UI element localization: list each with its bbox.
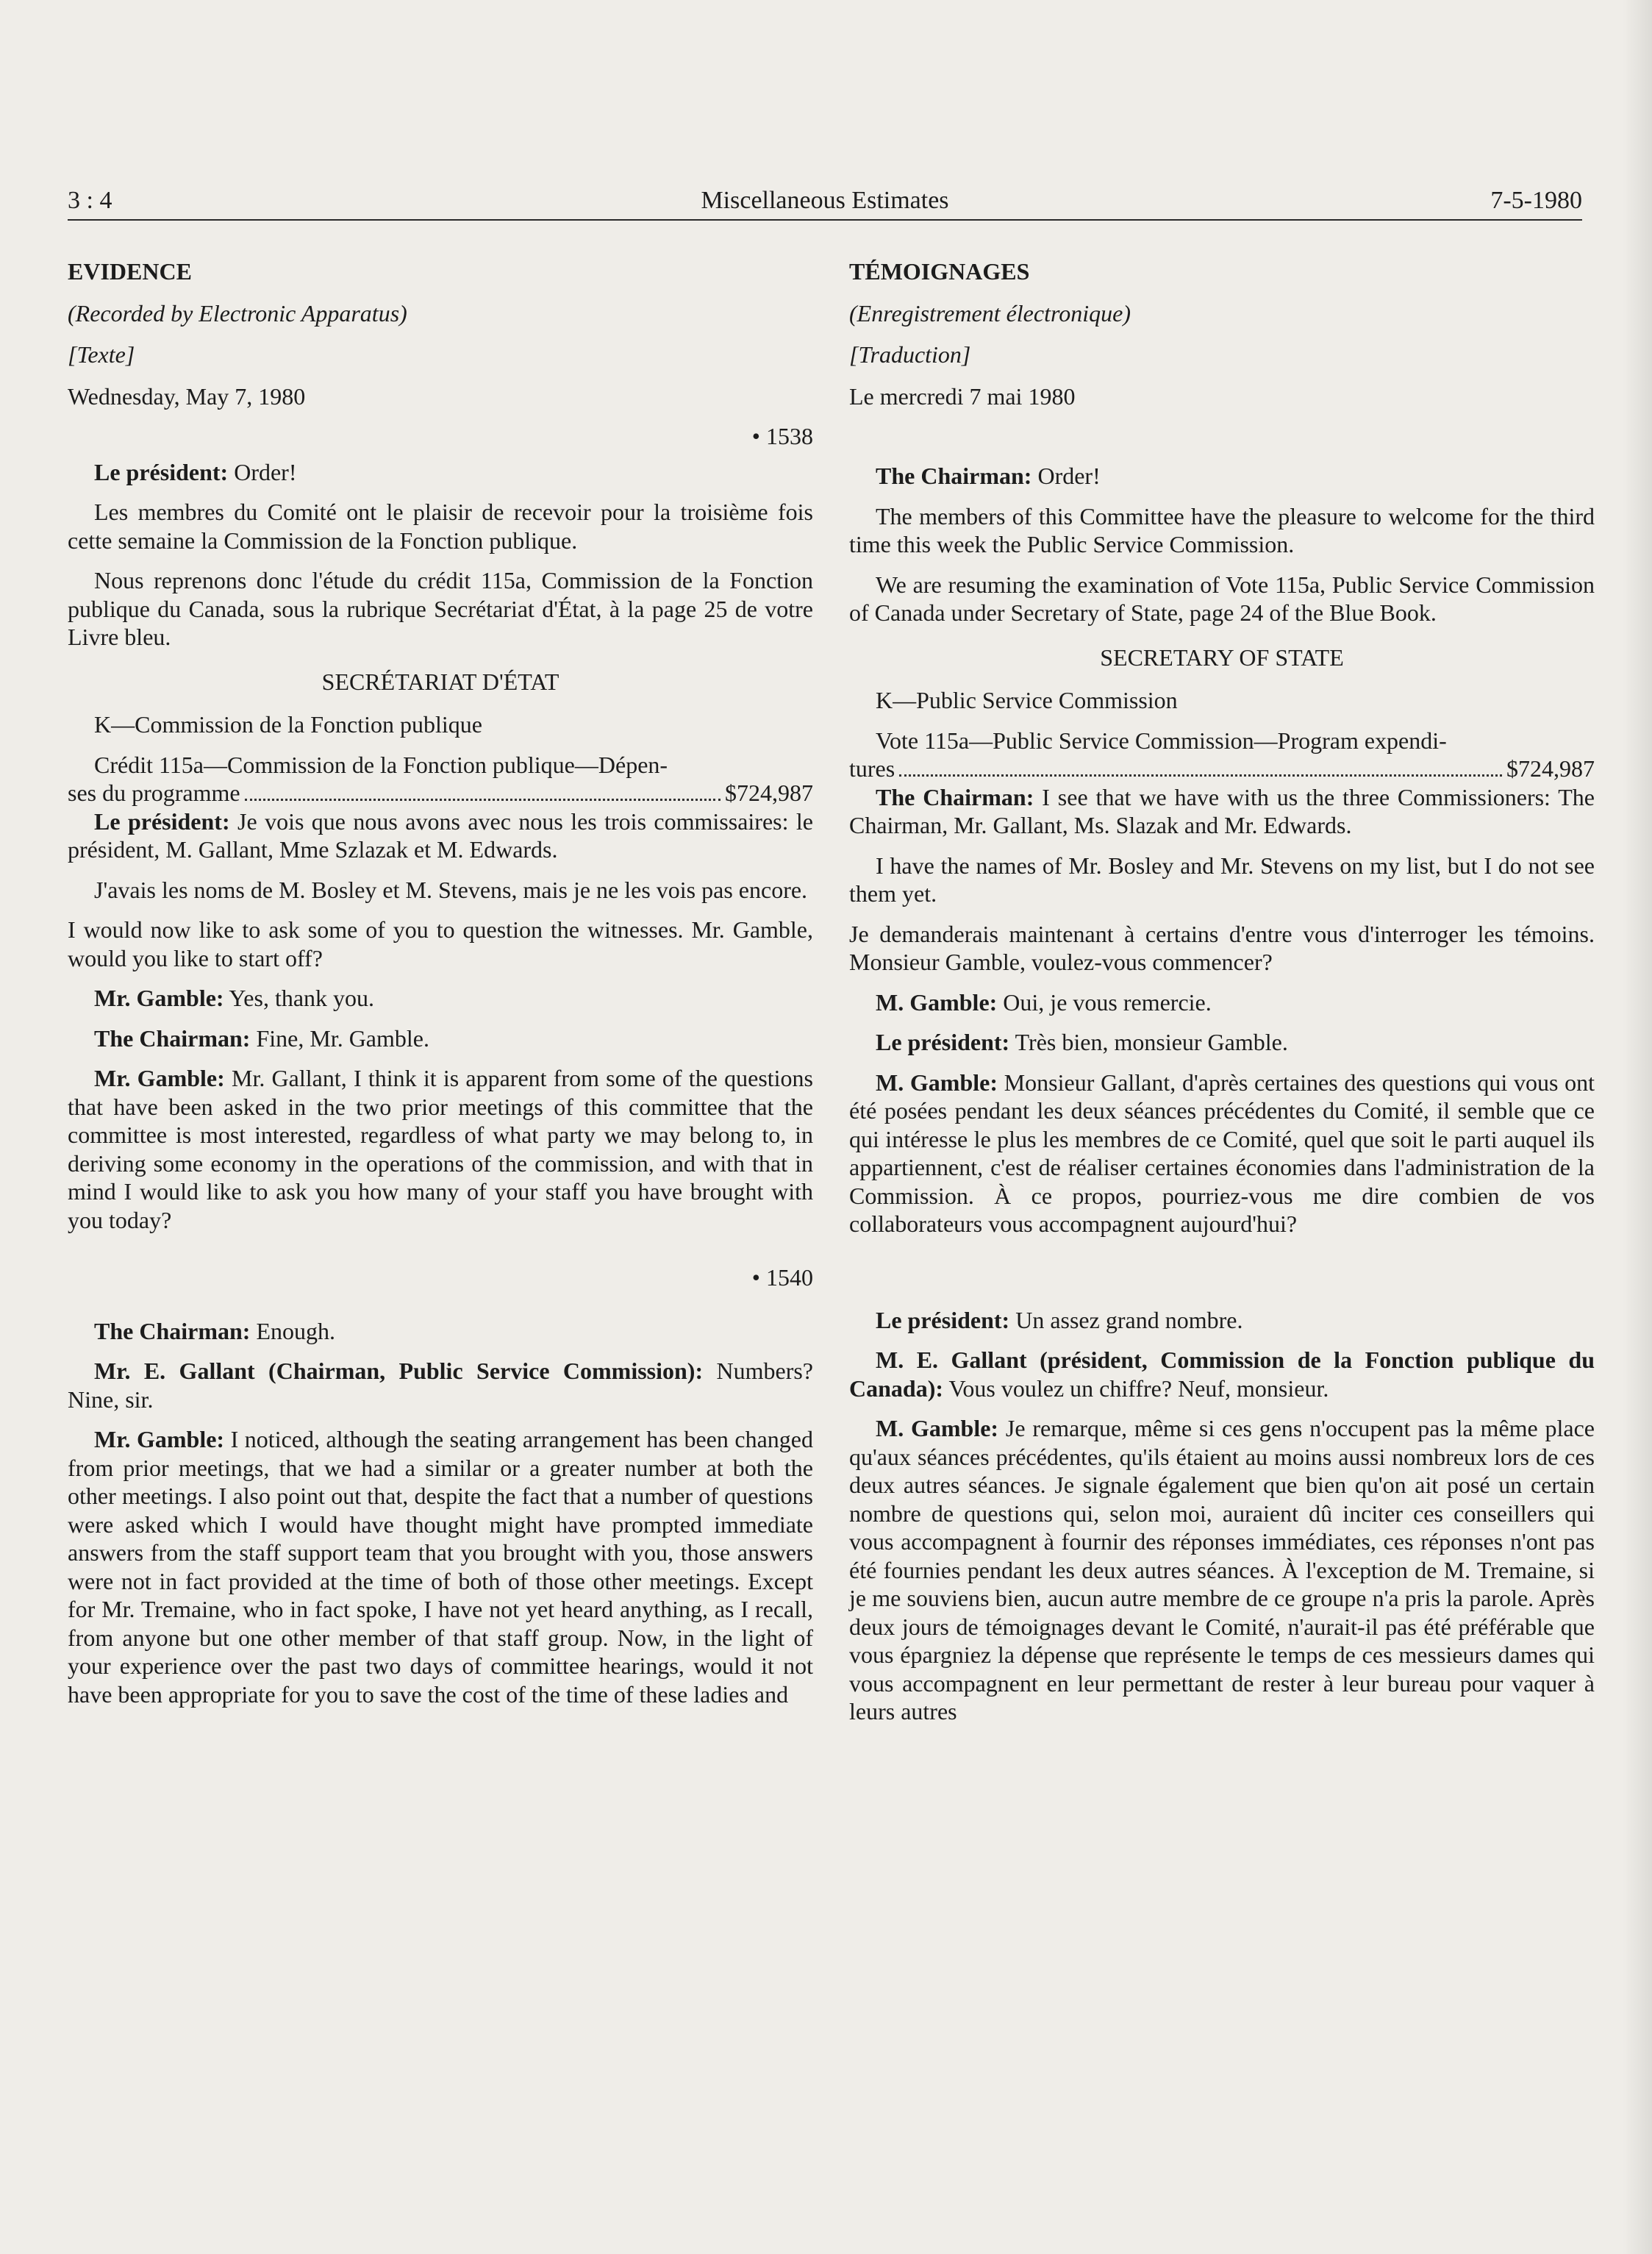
paragraph: Les membres du Comité ont le plaisir de recevoir pour la troisième fois cette semaine la Commission de la Fonction publique.: [68, 499, 813, 554]
header-date: 7-5-1980: [1490, 187, 1582, 214]
meeting-date: Wednesday, May 7, 1980: [68, 382, 306, 410]
speech-text: Très bien, monsieur Gamble.: [1009, 1029, 1288, 1055]
running-title: Miscellaneous Estimates: [701, 187, 949, 214]
paragraph: I would now like to ask some of you to question the witnesses. Mr. Gamble, would you like to start off?: [68, 916, 813, 971]
page-edge-shadow: [1623, 0, 1652, 2254]
paragraph: [68, 458, 813, 487]
speaker-name: Mr. Gamble:: [94, 985, 224, 1011]
speech-text: Monsieur Gallant, d'après certaines des questions qui vous ont été posées pendant les deux séances précédentes du Comité, il semble que ce qui intéresse le plus les membres de ce Comité, quel que soit le parti auquel ils appartiennent, c'est de réaliser certaines économies dans l'administration de la Commission. À ce propos, pourriez-vous me dire combien de vos collaborateurs vous accompagnent aujourd'hui?: [849, 1069, 1595, 1237]
speaker-name: Le président:: [94, 807, 230, 835]
paragraph: [68, 1024, 813, 1053]
language-tag: [Traduction]: [849, 341, 971, 368]
speech-text: Order!: [1031, 463, 1101, 489]
paragraph: [68, 1357, 813, 1413]
speaker-name: Le président:: [94, 458, 229, 485]
recording-note: (Recorded by Electronic Apparatus): [68, 299, 407, 327]
section-heading: TÉMOIGNAGES: [849, 258, 1030, 285]
department-heading: SECRÉTARIAT D'ÉTAT: [321, 668, 559, 695]
speech-text: Un assez grand nombre.: [1009, 1306, 1243, 1333]
vote-title-cont: tures: [849, 755, 895, 782]
paragraph: [849, 1028, 1595, 1057]
speech-text: Je vois que nous avons avec nous les trois commissaires: le président, M. Gallant, Mme Szlazak et M. Edwards.: [68, 807, 814, 863]
dot-leader: [245, 779, 720, 801]
speaker-name: M. Gamble:: [876, 988, 998, 1016]
speaker-name: Mr. Gamble:: [94, 1065, 225, 1091]
speaker-name: M. Gamble:: [876, 1415, 999, 1441]
paragraph: Je demanderais maintenant à certains d'entre vous d'interroger les témoins. Monsieur Gamble, voulez-vous commencer?: [849, 920, 1595, 975]
speech-text: I noticed, although the seating arrangement has been changed from prior meetings, that we had a similar or a greater number at both the other meetings. I also point out that, despite the fact that a number of questions were asked which I would have thought might have prompted immediate answers from the staff support team that you brought with you, those answers were not in fact provided at the time of both of those other meetings. Except for Mr. Tremaine, who in fact spoke, I have not yet heard anything, as I recall, from anyone but one other member of that staff group. Now, in the light of your experience over the past two days of committee hearings, would it not have been appropriate for you to save the cost of the time of these ladies and: [68, 1426, 814, 1708]
page-number: 3 : 4: [68, 187, 112, 214]
vote-title-cont: ses du programme: [68, 780, 240, 806]
speech-text: Numbers? Nine, sir.: [68, 1358, 814, 1413]
timestamp: • 1538: [68, 422, 813, 451]
department-heading: SECRETARY OF STATE: [1100, 643, 1344, 671]
vote-entry: [849, 727, 1595, 783]
speech-text: Mr. Gallant, I think it is apparent from some of the questions that have been asked in the two prior meetings of this committee that the committee is most interested, regardless of what party we may belong to, in deriving some economy in the operations of the commission, and with that in mind I would like to ask you how many of your staff you have brought with you today?: [68, 1065, 814, 1233]
speech-text: Fine, Mr. Gamble.: [250, 1024, 429, 1052]
paragraph: [68, 1317, 813, 1346]
speaker-name: The Chairman:: [94, 1317, 251, 1344]
dot-leader: [899, 755, 1502, 777]
vote-title: Vote 115a—Public Service Commission—Program expendi-: [876, 727, 1447, 754]
paragraph: [849, 783, 1595, 840]
program-line: K—Public Service Commission: [876, 687, 1178, 713]
speech-text: Enough.: [250, 1317, 335, 1344]
running-header: [68, 181, 1582, 221]
speech-text: Yes, thank you.: [224, 985, 375, 1011]
english-column: [68, 257, 813, 1720]
paragraph: J'avais les noms de M. Bosley et M. Stevens, mais je ne les vois pas encore.: [94, 876, 808, 903]
paragraph: [849, 1346, 1595, 1402]
vote-amount: $724,987: [1506, 755, 1595, 782]
paragraph: [849, 1306, 1595, 1335]
meeting-date: Le mercredi 7 mai 1980: [849, 382, 1076, 410]
speech-text: Vous voulez un chiffre? Neuf, monsieur.: [943, 1374, 1329, 1402]
vote-amount: $724,987: [725, 780, 813, 806]
vote-entry: [68, 751, 813, 807]
paragraph: [68, 807, 813, 864]
paragraph: Nous reprenons donc l'étude du crédit 115a, Commission de la Fonction publique du Canada, sous la rubrique Secrétariat d'État, à la page 25 de votre Livre bleu.: [68, 567, 813, 650]
paragraph: I have the names of Mr. Bosley and Mr. Stevens on my list, but I do not see them yet.: [849, 852, 1595, 907]
speech-text: I see that we have with us the three Commissioners: The Chairman, Mr. Gallant, Ms. Slazak and Mr. Edwards.: [849, 783, 1595, 838]
section-heading: EVIDENCE: [68, 258, 192, 285]
vote-amount-line: [849, 755, 1595, 783]
speaker-name: M. E. Gallant (président, Commission de la Fonction publique du Canada):: [849, 1347, 1595, 1402]
speech-text: Je remarque, même si ces gens n'occupent pas la même place qu'aux séances précédentes, qu'ils étaient au moins aussi nombreux lors de ces deux autres séances. Je signale également que bien qu'on ait posé un certain nombre de questions qui, selon moi, auraient dû inciter ces conseillers qui vous accompagnent à fournir des réponses immédiates, ces réponses n'ont pas été fournies pendant les deux autres séances. À l'exception de M. Tremaine, si je me souviens bien, aucun autre membre de ce groupe n'a pris la parole. Après deux jours de témoignages devant le Comité, n'aurait-il pas été préférable que vous épargniez la dépense que représente le temps de ces messieurs dames qui vous accompagnent en leur permettant de rester à leur bureau pour vaquer à leurs autres: [849, 1415, 1595, 1725]
paragraph: [68, 1425, 813, 1708]
speaker-name: Le président:: [876, 1306, 1010, 1333]
speaker-name: The Chairman:: [876, 463, 1032, 489]
recording-note: (Enregistrement électronique): [849, 299, 1131, 327]
speaker-name: Le président:: [876, 1029, 1010, 1055]
speaker-name: The Chairman:: [876, 783, 1034, 810]
speech-text: Oui, je vous remercie.: [997, 988, 1212, 1016]
paragraph: [849, 988, 1595, 1017]
paragraph: [849, 1069, 1595, 1238]
paragraph: [68, 1064, 813, 1234]
vote-amount-line: [68, 779, 813, 807]
speech-text: Order!: [228, 458, 297, 485]
timestamp: • 1540: [68, 1263, 813, 1292]
language-tag: [Texte]: [68, 341, 135, 368]
speaker-name: Mr. E. Gallant (Chairman, Public Service Commission):: [94, 1358, 704, 1384]
paragraph: We are resuming the examination of Vote 115a, Public Service Commission of Canada under Secretary of State, page 24 of the Blue Book.: [849, 571, 1595, 626]
paragraph: [68, 984, 813, 1013]
paragraph: The members of this Committee have the pleasure to welcome for the third time this week the Public Service Commission.: [849, 502, 1595, 557]
french-column: [849, 257, 1595, 1738]
program-line: K—Commission de la Fonction publique: [94, 711, 482, 738]
speaker-name: Mr. Gamble:: [94, 1426, 225, 1452]
vote-title: Crédit 115a—Commission de la Fonction publique—Dépen-: [94, 751, 668, 778]
paragraph: [849, 462, 1595, 491]
paragraph: [849, 1414, 1595, 1726]
speaker-name: M. Gamble:: [876, 1069, 998, 1096]
speaker-name: The Chairman:: [94, 1024, 251, 1052]
